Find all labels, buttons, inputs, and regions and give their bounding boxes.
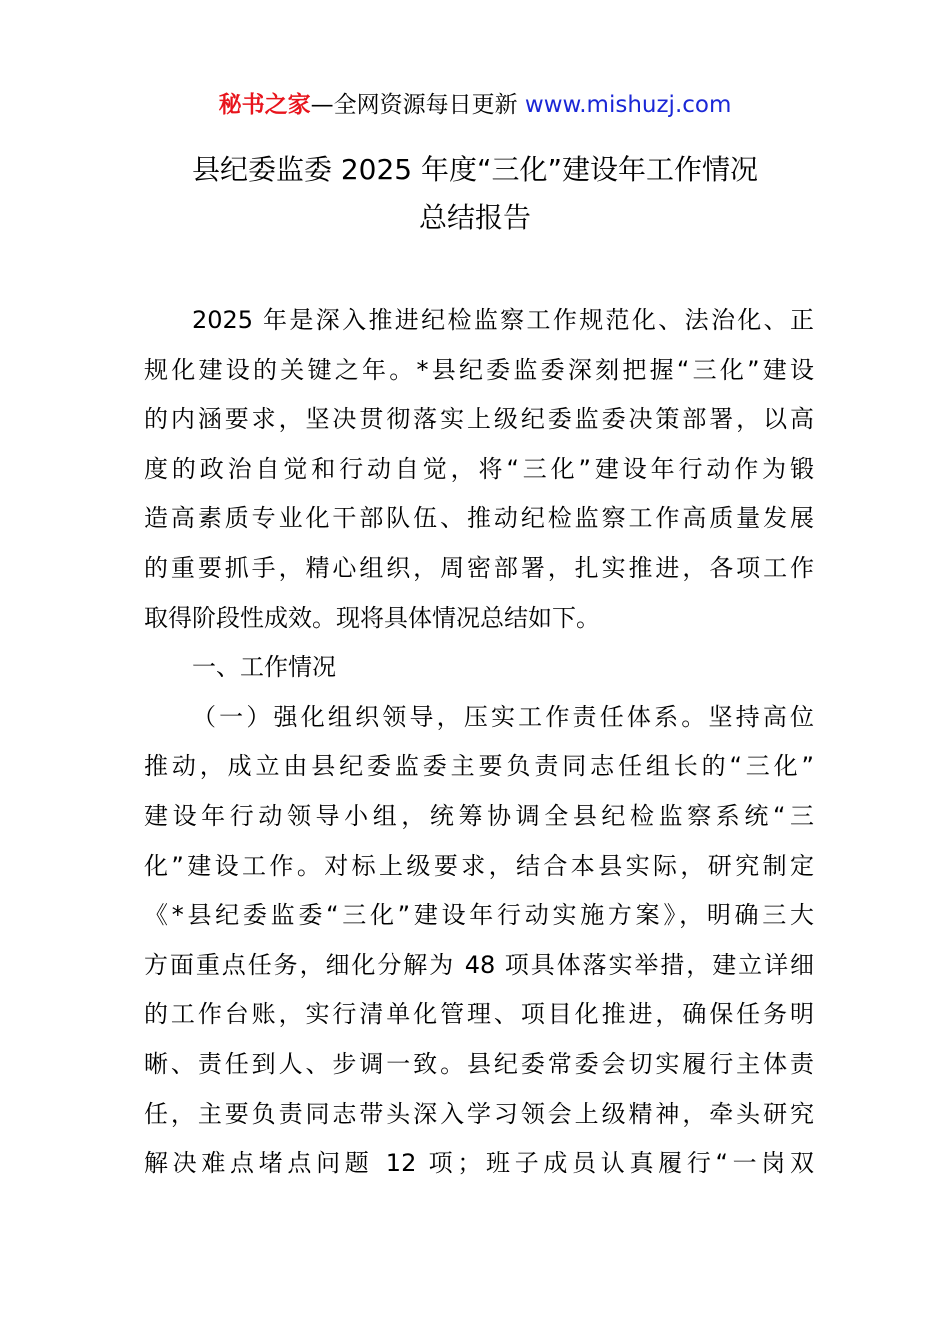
body-line: 规化建设的关键之年。*县纪委监委深刻把握“三化”建设	[144, 355, 814, 384]
body-line: 2025 年是深入推进纪检监察工作规范化、法治化、正	[192, 306, 814, 334]
body-line: （一）强化组织领导，压实工作责任体系。坚持高位	[192, 702, 814, 731]
body-line: 推动，成立由县纪委监委主要负责同志任组长的“三化”	[144, 752, 814, 781]
body-line: 度的政治自觉和行动自觉，将“三化”建设年行动作为锻	[144, 454, 814, 483]
brand-name: 秘书之家	[218, 92, 311, 118]
body-line: 造高素质专业化干部队伍、推动纪检监察工作高质量发展	[144, 504, 814, 533]
body-line: 化”建设工作。对标上级要求，结合本县实际，研究制定	[144, 851, 814, 880]
body-line: 的内涵要求，坚决贯彻落实上级纪委监委决策部署，以高	[144, 405, 814, 434]
body-line: 任，主要负责同志带头深入学习领会上级精神，牵头研究	[144, 1099, 814, 1128]
site-url-link[interactable]: www.mishuzj.com	[524, 92, 732, 118]
body-line: 取得阶段性成效。现将具体情况总结如下。	[144, 603, 600, 632]
document-title	[100, 146, 850, 242]
header-tagline: 全网资源每日更新	[333, 92, 518, 118]
body-line: 方面重点任务，细化分解为 48 项具体落实举措，建立详细	[144, 950, 814, 979]
site-header	[0, 88, 950, 122]
body-line: 解决难点堵点问题 12 项；班子成员认真履行“一岗双	[144, 1149, 814, 1178]
body-line: 晰、责任到人、步调一致。县纪委常委会切实履行主体责	[144, 1049, 814, 1078]
body-line: 的重要抓手，精心组织，周密部署，扎实推进，各项工作	[144, 553, 814, 582]
title-line-2: 总结报告	[418, 201, 531, 234]
document-body	[144, 296, 814, 1189]
body-line: 《*县纪委监委“三化”建设年行动实施方案》，明确三大	[144, 901, 814, 930]
section-heading: 一、工作情况	[192, 653, 336, 682]
header-separator: —	[310, 92, 334, 118]
title-line-1: 县纪委监委 2025 年度“三化”建设年工作情况	[191, 153, 759, 186]
body-line: 建设年行动领导小组，统筹协调全县纪检监察系统“三	[144, 801, 814, 830]
body-line: 的工作台账，实行清单化管理、项目化推进，确保任务明	[144, 1000, 814, 1029]
